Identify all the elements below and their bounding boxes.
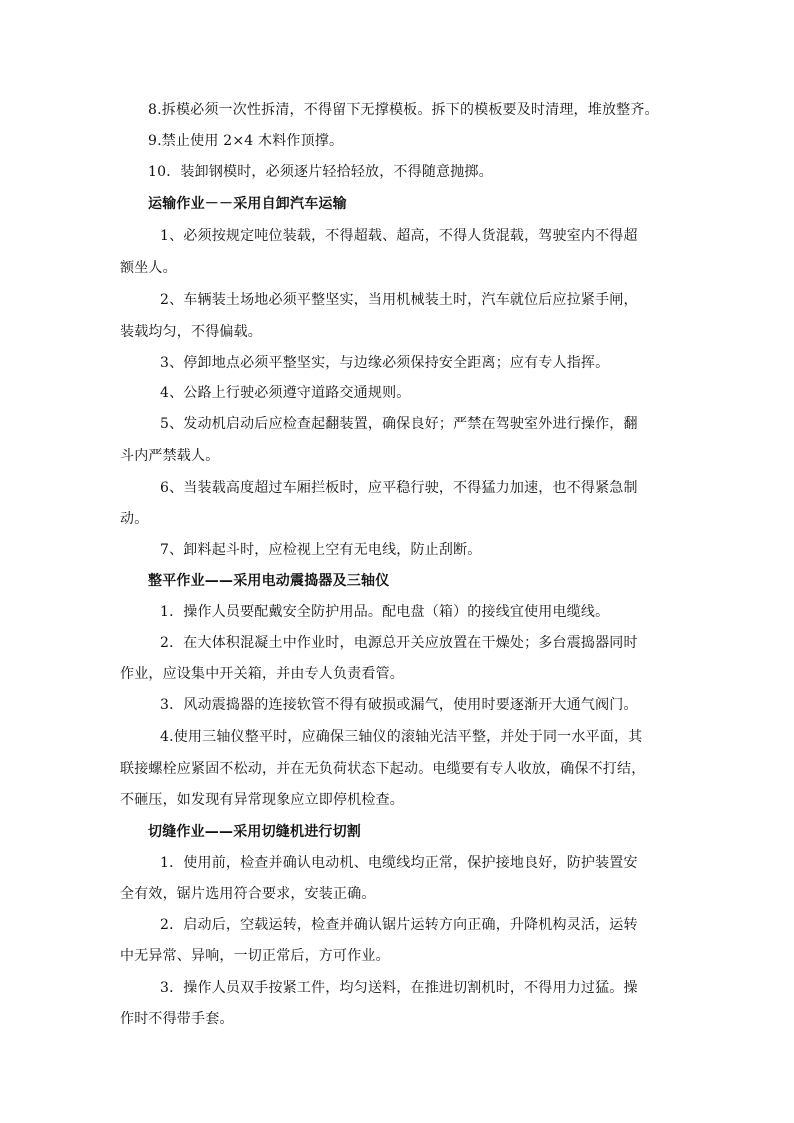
transport-item-5-line-1: 5、发动机启动后应检查起翻装置，确保良好；严禁在驾驶室外进行操作，翻 [160, 416, 638, 432]
cutting-item-2-line-2: 中无异常、异响，一切正常后，方可作业。 [120, 948, 390, 964]
leveling-item-4-line-1: 4.使用三轴仪整平时，应确保三轴仪的滚轴光洁平整，并处于同一水平面，其 [160, 729, 643, 745]
transport-item-5-line-2: 斗内严禁载人。 [120, 448, 220, 464]
transport-item-7: 7、卸料起斗时，应检视上空有无电线，防止刮断。 [160, 542, 482, 558]
leveling-heading: 整平作业——采用电动震捣器及三轴仪 [148, 573, 390, 589]
leveling-item-3: 3．风动震捣器的连接软管不得有破损或漏气，使用时要逐渐开大通气阀门。 [160, 697, 638, 713]
cutting-item-1-line-2: 全有效，锯片选用符合要求，安装正确。 [120, 886, 376, 902]
cutting-item-3-line-1: 3．操作人员双手按紧工件，均匀送料，在推进切割机时，不得用力过猛。操 [160, 980, 638, 996]
cutting-item-1-line-1: 1．使用前，检查并确认电动机、电缆线均正常，保护接地良好，防护装置安 [160, 855, 638, 871]
formwork-item-9: 9.禁止使用 2×4 木料作顶撑。 [148, 133, 344, 149]
leveling-item-4-line-3: 不砸压，如发现有异常现象应立即停机检查。 [120, 792, 404, 808]
transport-item-4: 4、公路上行驶必须遵守道路交通规则。 [160, 385, 411, 401]
transport-item-1-line-1: 1、必须按规定吨位装载，不得超载、超高，不得人货混载，驾驶室内不得超 [160, 228, 638, 244]
leveling-item-4-line-2: 联接螺栓应紧固不松动，并在无负荷状态下起动。电缆要有专人收放，确保不打结， [120, 761, 646, 777]
transport-item-1-line-2: 额坐人。 [120, 260, 177, 276]
leveling-item-1: 1．操作人员要配戴安全防护用品。配电盘（箱）的接线宜使用电缆线。 [160, 604, 610, 620]
leveling-item-2-line-2: 作业，应设集中开关箱，并由专人负责看管。 [120, 666, 404, 682]
transport-heading: 运输作业－－采用自卸汽车运输 [148, 196, 347, 212]
cutting-heading: 切缝作业——采用切缝机进行切割 [148, 824, 361, 840]
formwork-item-8: 8.拆模必须一次性拆清，不得留下无撑模板。拆下的模板要及时清理，堆放整齐。 [148, 102, 659, 118]
formwork-item-10: 10．装卸钢模时，必须逐片轻拾轻放，不得随意抛掷。 [148, 164, 493, 180]
transport-item-6-line-1: 6、当装载高度超过车厢拦板时，应平稳行驶，不得猛力加速，也不得紧急制 [160, 480, 638, 496]
cutting-item-3-line-2: 作时不得带手套。 [120, 1011, 234, 1027]
leveling-item-2-line-1: 2．在大体积混凝土中作业时，电源总开关应放置在干燥处；多台震捣器同时 [160, 635, 638, 651]
transport-item-3: 3、停卸地点必须平整坚实，与边缘必须保持安全距离；应有专人指挥。 [160, 355, 610, 371]
cutting-item-2-line-1: 2．启动后，空载运转，检查并确认锯片运转方向正确，升降机构灵活，运转 [160, 917, 638, 933]
transport-item-2-line-2: 装载均匀，不得偏载。 [120, 324, 262, 340]
transport-item-6-line-2: 动。 [120, 511, 149, 527]
transport-item-2-line-1: 2、车辆装土场地必须平整坚实，当用机械装土时，汽车就位后应拉紧手闸， [160, 292, 638, 308]
